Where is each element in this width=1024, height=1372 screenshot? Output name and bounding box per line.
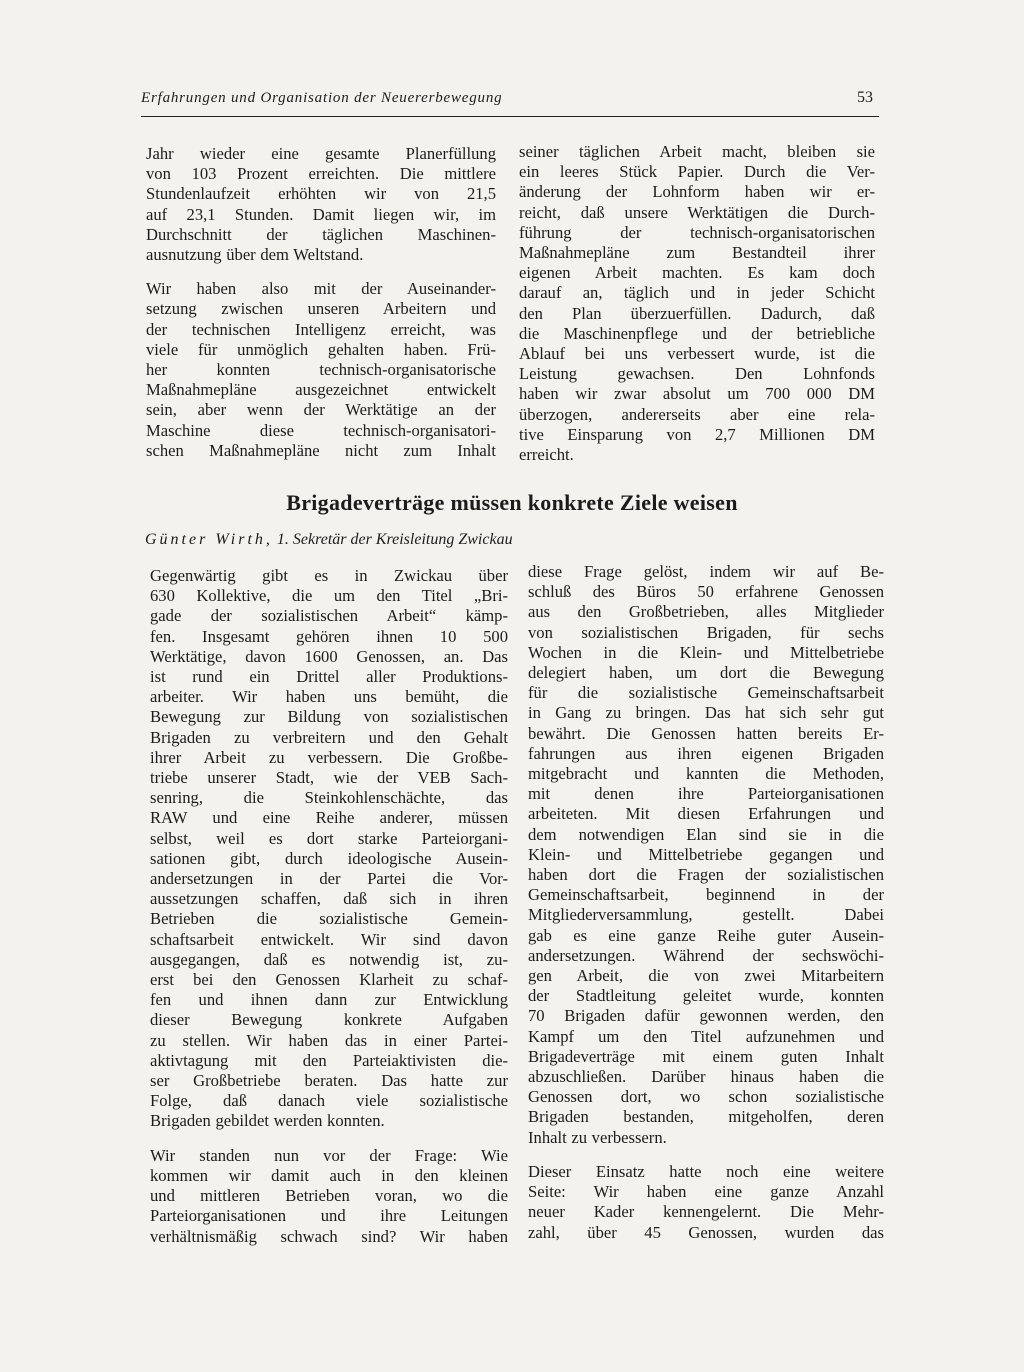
paragraph (150, 1146, 508, 1247)
text-line: RAW und eine Reihe anderer, müssen (150, 808, 508, 828)
paragraph (150, 566, 508, 1132)
text-line: ein leeres Stück Papier. Durch die Ver- (519, 162, 875, 182)
text-line: in Gang zu bringen. Das hat sich sehr gut (528, 703, 884, 723)
text-line: Brigaden bestanden, mitgeholfen, deren (528, 1107, 884, 1127)
text-line: Stundenlaufzeit erhöhten wir von 21,5 (146, 184, 496, 204)
text-line: Wochen in die Klein- und Mittelbetriebe (528, 642, 884, 662)
text-line: abzuschließen. Darüber hinaus haben die (528, 1067, 884, 1087)
text-line: andersetzungen. Während der sechswöchi- (528, 945, 884, 965)
text-line: seiner täglichen Arbeit macht, bleiben sie (519, 142, 875, 161)
column-top-right (519, 142, 875, 465)
text-line: darauf an, täglich und in jeder Schicht (519, 283, 875, 303)
text-line: mitgebracht und kannten die Methoden, (528, 764, 884, 784)
text-line: zu stellen. Wir haben das in einer Partei- (150, 1030, 508, 1050)
text-line: ausgegangen, daß es notwendig ist, zu- (150, 949, 508, 969)
text-line: Leistung gewachsen. Den Lohnfonds (519, 364, 875, 384)
text-line: fen. Insgesamt gehören ihnen 10 500 (150, 626, 508, 646)
text-line: gade der sozialistischen Arbeit“ kämp- (150, 606, 508, 626)
paragraph (146, 279, 496, 461)
text-line: Inhalt zu verbessern. (528, 1127, 667, 1147)
text-line: schaftsarbeit entwickelt. Wir sind davon (150, 929, 508, 949)
text-line: Brigaden gebildet werden konnten. (150, 1111, 385, 1131)
text-line: Ablauf bei uns verbessert wurde, ist die (519, 344, 875, 364)
text-line: senring, die Steinkohlenschächte, das (150, 788, 508, 808)
text-line: der Stadtleitung geleitet wurde, konnten (528, 986, 884, 1006)
text-line: sationen gibt, durch ideologische Ausein- (150, 848, 508, 868)
text-line: aktivtagung mit den Parteiaktivisten die- (150, 1050, 508, 1070)
text-line: gen Arbeit, die von zwei Mitarbeitern (528, 966, 884, 986)
text-line: fen und ihnen dann zur Entwicklung (150, 990, 508, 1010)
text-line: Mitgliederversammlung, gestellt. Dabei (528, 905, 884, 925)
paragraph (519, 142, 875, 465)
text-line: von sozialistischen Brigaden, für sechs (528, 622, 884, 642)
text-line: führung der technisch-organisatorischen (519, 222, 875, 242)
page-number: 53 (857, 89, 873, 106)
text-line: änderung der Lohnform haben wir er- (519, 182, 875, 202)
text-line: Gemeinschaftsarbeit, beginnend in der (528, 885, 884, 905)
text-line: Genossen dort, wo schon sozialistische (528, 1087, 884, 1107)
text-line: verhältnismäßig schwach sind? Wir haben (150, 1226, 508, 1246)
text-line: her konnten technisch-organisatorische (146, 360, 496, 380)
text-line: ausnutzung über dem Weltstand. (146, 245, 364, 265)
column-top-left (146, 144, 496, 461)
text-line: und mittleren Betrieben voran, wo die (150, 1186, 508, 1206)
text-line: reicht, daß unsere Werktätigen die Durch- (519, 202, 875, 222)
text-line: delegiert haben, um dort die Bewegung (528, 663, 884, 683)
text-line: aussetzungen schaffen, daß sich in ihren (150, 889, 508, 909)
text-line: viele für unmöglich gehalten haben. Frü- (146, 339, 496, 359)
running-header (141, 90, 879, 120)
text-line: Bewegung zur Bildung von sozialistischen (150, 707, 508, 727)
text-line: tive Einsparung von 2,7 Millionen DM (519, 424, 875, 444)
text-line: Gegenwärtig gibt es in Zwickau über (150, 566, 508, 585)
paragraph (528, 562, 884, 1148)
text-line: zahl, über 45 Genossen, wurden das (528, 1222, 884, 1242)
text-line: Durchschnitt der täglichen Maschinen- (146, 224, 496, 244)
column-bottom-right (528, 562, 884, 1243)
text-line: fahrungen aus ihren eigenen Brigaden (528, 743, 884, 763)
text-line: Betrieben die sozialistische Gemein- (150, 909, 508, 929)
paragraph (146, 144, 496, 265)
text-line: mit denen ihre Parteiorganisationen (528, 784, 884, 804)
text-line: den Plan überzuerfüllen. Dadurch, daß (519, 303, 875, 323)
text-line: ihrer Arbeit zu verbessern. Die Großbe- (150, 747, 508, 767)
text-line: Wir standen nun vor der Frage: Wie (150, 1145, 508, 1165)
text-line: Dieser Einsatz hatte noch eine weitere (528, 1161, 884, 1181)
running-title: Erfahrungen und Organisation der Neuererbewegung (141, 90, 503, 106)
text-line: auf 23,1 Stunden. Damit liegen wir, im (146, 204, 496, 224)
text-line: Klein- und Mittelbetriebe gegangen und (528, 844, 884, 864)
text-line: erst bei den Genossen Klarheit zu schaf- (150, 970, 508, 990)
text-line: setzung zwischen unseren Arbeitern und (146, 299, 496, 319)
author-role: 1. Sekretär der Kreisleitung Zwickau (276, 531, 513, 548)
text-line: Maßnahmepläne zum Bestandteil ihrer (519, 243, 875, 263)
text-line: Kampf um den Titel aufzunehmen und (528, 1026, 884, 1046)
text-line: arbeiter. Wir haben uns bemüht, die (150, 687, 508, 707)
article-title: Brigadeverträge müssen konkrete Ziele weisen (286, 490, 738, 515)
text-line: haben dort die Fragen der sozialistischen (528, 865, 884, 885)
text-line: Wir haben also mit der Auseinander- (146, 279, 496, 299)
text-line: haben wir zwar absolut um 700 000 DM (519, 384, 875, 404)
text-line: 70 Brigaden dafür gewonnen werden, den (528, 1006, 884, 1026)
text-line: selbst, weil es dort starke Parteiorgani- (150, 828, 508, 848)
text-line: schen Maßnahmepläne nicht zum Inhalt (146, 440, 496, 460)
text-line: gab es eine ganze Reihe guter Ausein- (528, 925, 884, 945)
header-rule (141, 116, 879, 117)
author-name: Günter Wirth, (145, 531, 273, 548)
text-line: Maßnahmepläne ausgezeichnet entwickelt (146, 380, 496, 400)
text-line: Parteiorganisationen und ihre Leitungen (150, 1206, 508, 1226)
paragraph (528, 1162, 884, 1243)
text-line: triebe unserer Stadt, wie der VEB Sach- (150, 768, 508, 788)
text-line: Folge, daß danach viele sozialistische (150, 1091, 508, 1111)
text-line: der technischen Intelligenz erreicht, was (146, 319, 496, 339)
text-line: kommen wir damit auch in den kleinen (150, 1165, 508, 1185)
text-line: Brigadeverträge mit einem guten Inhalt (528, 1046, 884, 1066)
text-line: neuer Kader kennengelernt. Die Mehr- (528, 1202, 884, 1222)
text-line: bewährt. Die Genossen hatten bereits Er- (528, 723, 884, 743)
text-line: die Maschinenpflege und der betriebliche (519, 323, 875, 343)
text-line: Brigaden zu verbreitern und den Gehalt (150, 727, 508, 747)
text-line: für die sozialistische Gemeinschaftsarbeit (528, 683, 884, 703)
text-line: überzogen, andererseits aber eine rela- (519, 404, 875, 424)
text-line: andersetzungen in der Partei die Vor- (150, 869, 508, 889)
text-line: von 103 Prozent erreichten. Die mittlere (146, 164, 496, 184)
text-line: sein, aber wenn der Werktätige an der (146, 400, 496, 420)
text-line: 630 Kollektive, die um den Titel „Bri- (150, 586, 508, 606)
byline (145, 531, 513, 549)
text-line: aus den Großbetrieben, alles Mitglieder (528, 602, 884, 622)
text-line: Jahr wieder eine gesamte Planerfüllung (146, 144, 496, 163)
column-bottom-left (150, 566, 508, 1247)
text-line: Maschine diese technisch-organisatori- (146, 420, 496, 440)
text-line: Werktätige, davon 1600 Genossen, an. Das (150, 646, 508, 666)
text-line: dieser Bewegung konkrete Aufgaben (150, 1010, 508, 1030)
text-line: ist rund ein Drittel aller Produktions- (150, 667, 508, 687)
text-line: diese Frage gelöst, indem wir auf Be- (528, 562, 884, 581)
text-line: Seite: Wir haben eine ganze Anzahl (528, 1182, 884, 1202)
text-line: eigenen Arbeit machten. Es kam doch (519, 263, 875, 283)
text-line: dem notwendigen Elan sind sie in die (528, 824, 884, 844)
text-line: erreicht. (519, 445, 574, 465)
text-line: arbeiteten. Mit diesen Erfahrungen und (528, 804, 884, 824)
text-line: ser Großbetriebe beraten. Das hatte zur (150, 1071, 508, 1091)
text-line: schluß des Büros 50 erfahrene Genossen (528, 582, 884, 602)
